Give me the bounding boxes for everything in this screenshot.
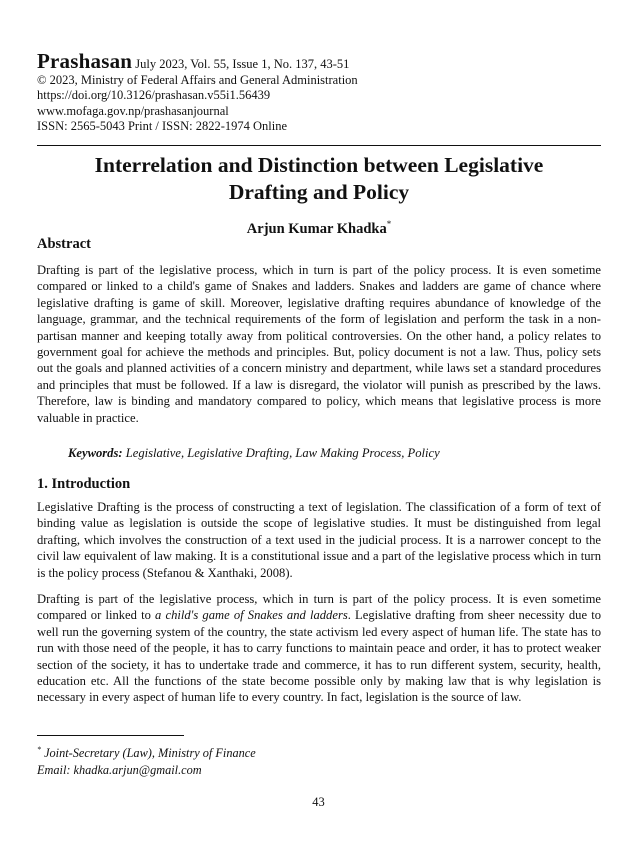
article-title xyxy=(37,152,601,206)
journal-issue: July 2023, Vol. 55, Issue 1, No. 137, 43-51 xyxy=(135,57,350,71)
journal-website[interactable]: www.mofaga.gov.np/prashasanjournal xyxy=(37,103,229,118)
footnote-affiliation-line xyxy=(37,741,597,762)
footnote xyxy=(37,741,597,779)
author-name: Arjun Kumar Khadka xyxy=(246,221,387,237)
footnote-divider xyxy=(37,735,184,736)
intro-p2-end: . Legislative drafting from sheer necessity due to well run the governing system of the country, the state activism led every aspect of human life. The state has to run with those need of the people, it has to carry functions to maintain peace and order, it has to protect weaker section of the society, it has to undertake trade and commerce, it has to run different system, security, health, education etc. All the functions of the state become possible only by making law that is why legislation is necessary in every aspect of human life to every country. In fact, legislation is the source of law. xyxy=(37,608,601,705)
keywords-list: Legislative, Legislative Drafting, Law Making Process, Policy xyxy=(122,446,440,460)
abstract-text: Drafting is part of the legislative process, which in turn is part of the policy process. It is even sometime compared or linked to a child's game of Snakes and ladders. Snakes and ladders are game of chance where legislative drafting is game of skill. Moreover, legislative drafting requires abundance of knowledge of the language, grammar, and the technical requirements of the form of legislation and perform the task in a non-partisan manner and keeping totally away from political controversies. On the other hand, a policy relates to government goal for achieve the methods and principles. But, policy document is not a law. Thus, policy sets out the goals and planned activities of a concern ministry and department, while laws set a standard procedures and principles that must be followed. If a law is disregard, the violator will punish as prescribed by the laws. Therefore, law is binding and mandatory compared to policy, which means that legislative process is more valuable in practice. xyxy=(37,263,601,425)
journal-issn: ISSN: 2565-5043 Print / ISSN: 2822-1974 Online xyxy=(37,119,288,133)
article-title-line-2: Drafting and Policy xyxy=(228,180,410,204)
journal-header xyxy=(37,49,597,135)
header-divider xyxy=(37,145,601,146)
footnote-email[interactable]: Email: khadka.arjun@gmail.com xyxy=(37,763,202,777)
footnote-affiliation: Joint-Secretary (Law), Ministry of Finance xyxy=(41,746,256,760)
intro-p2-italic-phrase: a child's game of Snakes and ladders xyxy=(155,608,348,623)
footnote-mark: * xyxy=(37,745,41,754)
keywords xyxy=(68,446,598,461)
article-title-line-1: Interrelation and Distinction between Legislative xyxy=(94,153,544,177)
journal-copyright: © 2023, Ministry of Federal Affairs and General Administration xyxy=(37,72,358,87)
introduction-paragraph-1: Legislative Drafting is the process of constructing a text of legislation. The classification of a form of text of binding value as legislation is outside the scope of legislative studies. It must be distinguished from legal drafting, which involves the construction of a text used in the judicial process. It is a narrower concept to the civil law equivalent of law making. It is a constitutional issue and a part of the legislative process which in turn is the policy process (Stefanou & Xanthaki, 2008). xyxy=(37,500,601,580)
journal-doi[interactable]: https://doi.org/10.3126/prashasan.v55i1.56439 xyxy=(37,88,271,102)
page-number: 43 xyxy=(312,795,325,809)
article-author xyxy=(37,219,601,238)
journal-citation-line xyxy=(37,49,597,73)
abstract-heading: Abstract xyxy=(37,236,91,252)
author-footnote-mark: * xyxy=(386,219,392,229)
introduction-paragraph-2 xyxy=(37,591,601,706)
keywords-label: Keywords: xyxy=(68,446,123,460)
intro-p2-start: Drafting is part of the legislative process, which in turn is part of the policy process. It is even sometime compared or linked to xyxy=(37,592,601,623)
introduction-heading: 1. Introduction xyxy=(37,476,131,492)
journal-name: Prashasan xyxy=(37,49,133,73)
